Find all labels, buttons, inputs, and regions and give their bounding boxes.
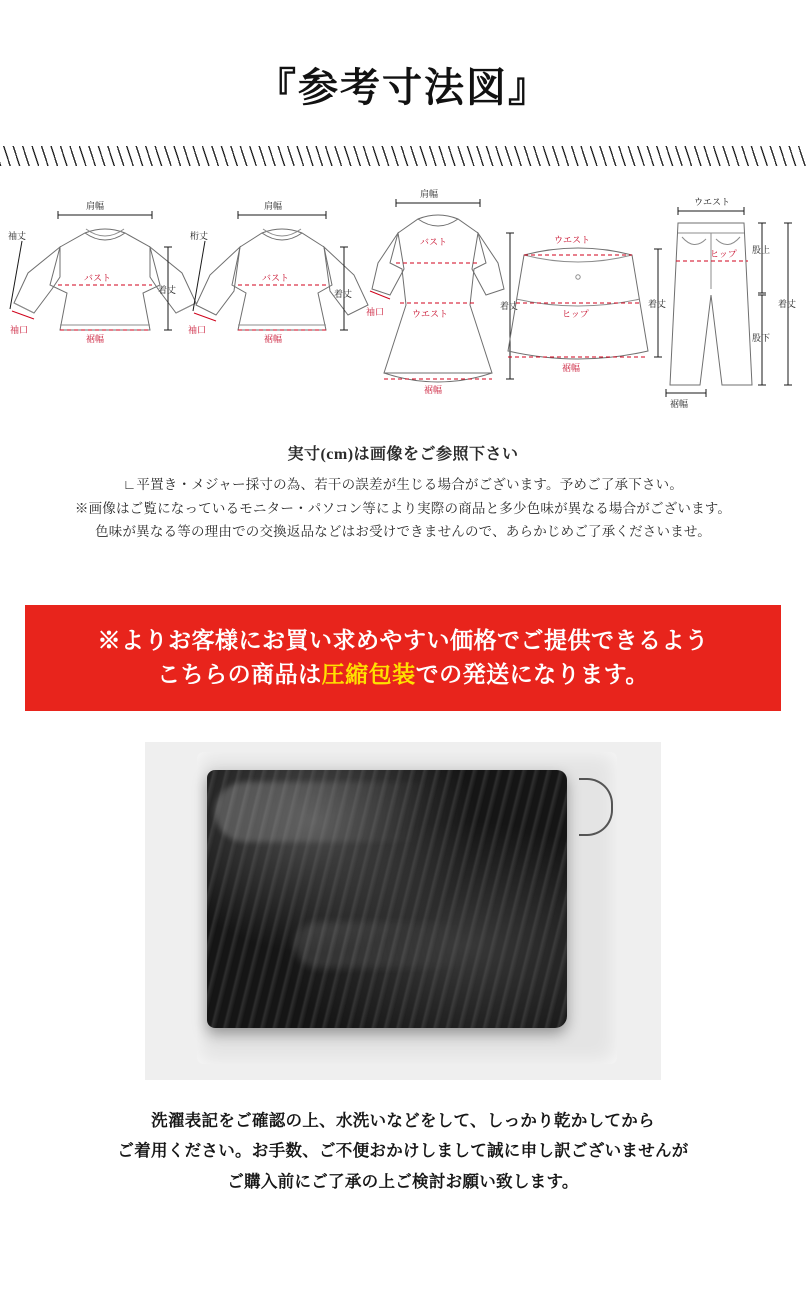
compressed-package-photo	[145, 742, 661, 1080]
diagram-pants	[666, 197, 796, 409]
page-title-wrap	[0, 0, 806, 113]
svg-text:股下: 股下	[752, 333, 771, 343]
svg-text:裾幅: 裾幅	[264, 334, 283, 344]
svg-text:着丈: 着丈	[158, 285, 177, 295]
svg-text:着丈: 着丈	[500, 301, 519, 311]
svg-text:バスト: バスト	[262, 273, 290, 283]
svg-text:肩幅: 肩幅	[420, 189, 439, 199]
size-reference-diagram	[0, 185, 806, 435]
svg-text:ヒップ: ヒップ	[562, 309, 589, 319]
note-line-2: ※画像はご覧になっているモニター・パソコン等により実際の商品と多少色味が異なる場合がございます。	[74, 500, 732, 516]
compression-packaging-banner	[22, 602, 784, 714]
hatched-divider	[0, 145, 806, 167]
svg-text:ウエスト: ウエスト	[412, 309, 449, 319]
svg-text:ウエスト: ウエスト	[554, 235, 591, 245]
banner-line-1: ※よりお客様にお買い求めやすい価格でご提供できるよう	[97, 626, 709, 653]
diagram-skirt	[508, 235, 666, 373]
banner-highlight: 圧縮包装	[321, 660, 416, 687]
svg-text:桁丈: 桁丈	[190, 231, 209, 241]
svg-text:裾幅: 裾幅	[424, 385, 443, 395]
footer-line-3: ご購入前にご了承の上ご検討お願い致します。	[227, 1171, 579, 1191]
svg-text:着丈: 着丈	[648, 299, 667, 309]
svg-text:袖口: 袖口	[366, 307, 385, 317]
svg-text:股上: 股上	[752, 245, 771, 255]
svg-text:裾幅: 裾幅	[670, 399, 689, 409]
product-photo-wrap	[0, 742, 806, 1080]
note-line-3: 色味が異なる等の理由での交換返品などはお受けできませんので、あらかじめご了承くださいませ。	[95, 524, 711, 540]
svg-text:袖丈: 袖丈	[8, 231, 27, 241]
svg-text:袖口: 袖口	[188, 325, 207, 335]
footer-line-1: 洗濯表記をご確認の上、水洗いなどをして、しっかり乾かしてから	[151, 1110, 655, 1130]
banner-line-2	[35, 657, 771, 691]
diagram-dress	[366, 188, 518, 395]
svg-text:袖口: 袖口	[10, 325, 29, 335]
svg-text:ウエスト: ウエスト	[694, 197, 731, 207]
svg-text:裾幅: 裾幅	[86, 334, 105, 344]
page-title: 『参考寸法図』	[256, 65, 550, 110]
photo-sheen-top	[215, 782, 515, 842]
note-line-1: ∟平置き・メジャー採寸の為、若干の誤差が生じる場合がございます。予めご了承下さい。	[122, 477, 684, 492]
banner-line-2-pre: こちらの商品は	[157, 660, 322, 687]
notes-heading: 実寸(cm)は画像をご参照下さい	[287, 446, 519, 463]
footer-line-2: ご着用ください。お手数、ご不便おかけしまして誠に申し訳ございませんが	[117, 1141, 689, 1161]
svg-text:バスト: バスト	[420, 237, 448, 247]
photo-sheen-bottom	[295, 922, 525, 968]
care-instructions	[0, 1106, 806, 1198]
svg-text:裾幅: 裾幅	[562, 363, 581, 373]
measurement-notes	[0, 441, 806, 544]
svg-text:肩幅: 肩幅	[264, 201, 283, 211]
svg-text:バスト: バスト	[84, 273, 112, 283]
banner-line-2-post: での発送になります。	[415, 660, 649, 687]
svg-text:着丈: 着丈	[334, 289, 353, 299]
svg-text:着丈: 着丈	[778, 299, 797, 309]
diagram-long-sleeve-top	[8, 200, 196, 344]
svg-text:肩幅: 肩幅	[86, 201, 105, 211]
svg-text:ヒップ: ヒップ	[710, 249, 737, 259]
diagram-raglan-top	[188, 200, 368, 344]
